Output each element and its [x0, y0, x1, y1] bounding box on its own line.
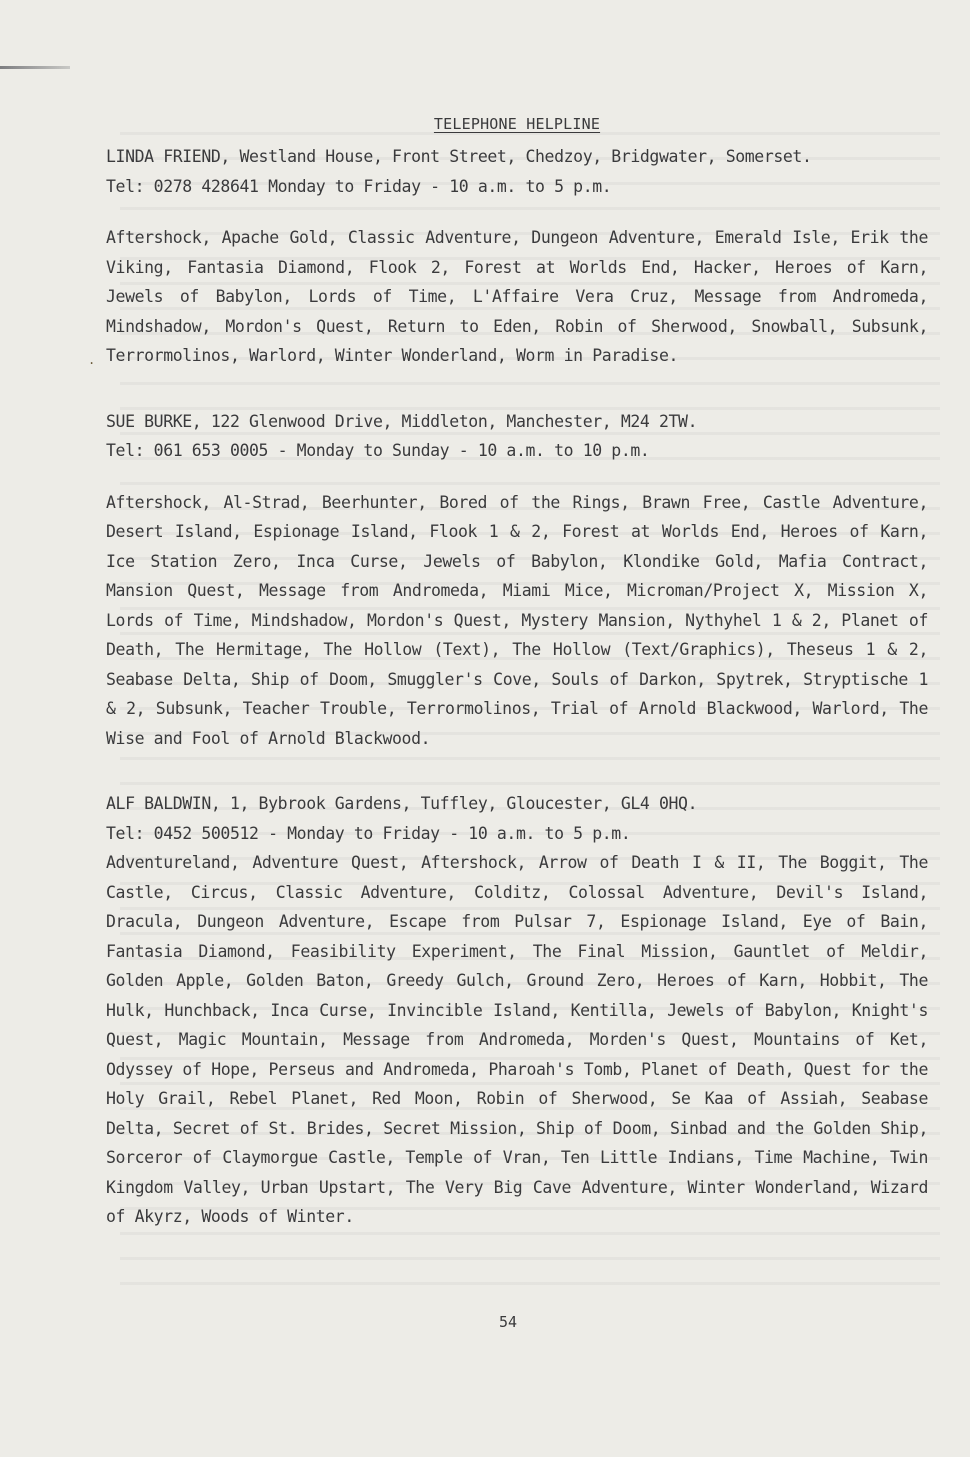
page-heading: TELEPHONE HELPLINE [433, 115, 601, 133]
helpline-entry-sue-burke [106, 407, 928, 754]
games-list: Adventureland, Adventure Quest, Aftershock, Arrow of Death I & II, The Boggit, The Castle, Circus, Classic Adventure, Colditz, Colossal Adventure, Devil's Island, Dracula, Dungeon Adventure, Escape from Pulsar 7, Espionage Island, Eye of Bain, Fantasia Diamond, Feasibility Experiment, The Final Mission, Gauntlet of Meldir, Golden Apple, Golden Baton, Greedy Gulch, Ground Zero, Heroes of Karn, Hobbit, The Hulk, Hunchback, Inca Curse, Invincible Island, Kentilla, Jewels of Babylon, Knight's Quest, Magic Mountain, Message from Andromeda, Morden's Quest, Mountains of Ket, Odyssey of Hope, Perseus and Andromeda, Pharoah's Tomb, Planet of Death, Quest for the Holy Grail, Rebel Planet, Red Moon, Robin of Sherwood, Se Kaa of Assiah, Seabase Delta, Secret of St. Brides, Secret Mission, Ship of Doom, Sinbad and the Golden Ship, Sorceror of Claymorgue Castle, Temple of Vran, Ten Little Indians, Time Machine, Twin Kingdom Valley, Urban Upstart, The Very Big Cave Adventure, Winter Wonderland, Wizard of Akyrz, Woods of Winter. [106, 853, 928, 1226]
contact-address: ALF BALDWIN, 1, Bybrook Gardens, Tuffley, Gloucester, GL4 0HQ. [106, 794, 698, 813]
margin-mark: . [88, 353, 96, 367]
contact-address: LINDA FRIEND, Westland House, Front Street, Chedzoy, Bridgwater, Somerset. [106, 147, 812, 166]
contact-telephone: Tel: 061 653 0005 - Monday to Sunday - 10 a.m. to 10 p.m. [106, 441, 650, 460]
page-number: 54 [498, 1313, 518, 1331]
games-list: Aftershock, Al-Strad, Beerhunter, Bored of the Rings, Brawn Free, Castle Adventure, Desert Island, Espionage Island, Flook 1 & 2, Forest at Worlds End, Heroes of Karn, Ice Station Zero, Inca Curse, Jewels of Babylon, Klondike Gold, Mafia Contract, Mansion Quest, Message from Andromeda, Miami Mice, Microman/Project X, Mission X, Lords of Time, Mindshadow, Mordon's Quest, Mystery Mansion, Nythyhel 1 & 2, Planet of Death, The Hermitage, The Hollow (Text), The Hollow (Text/Graphics), Theseus 1 & 2, Seabase Delta, Ship of Doom, Smuggler's Cove, Souls of Darkon, Spytrek, Stryptische 1 & 2, Subsunk, Teacher Trouble, Terrormolinos, Trial of Arnold Blackwood, Warlord, The Wise and Fool of Arnold Blackwood. [106, 492, 928, 748]
helpline-content [106, 112, 928, 1232]
helpline-entry-linda-friend [106, 142, 928, 371]
contact-telephone: Tel: 0452 500512 - Monday to Friday - 10 a.m. to 5 p.m. [106, 823, 631, 843]
contact-telephone: Tel: 0278 428641 Monday to Friday - 10 a.m. to 5 p.m. [106, 176, 612, 196]
games-list: Aftershock, Apache Gold, Classic Adventure, Dungeon Adventure, Emerald Isle, Erik the Viking, Fantasia Diamond, Flook 2, Forest at Worlds End, Hacker, Heroes of Karn, Jewels of Babylon, Lords of Time, L'Affaire Vera Cruz, Message from Andromeda, Mindshadow, Mordon's Quest, Return to Eden, Robin of Sherwood, Snowball, Subsunk, Terrormolinos, Warlord, Winter Wonderland, Worm in Paradise. [106, 228, 928, 365]
edge-mark [0, 66, 70, 69]
helpline-entry-alf-baldwin [106, 789, 928, 1232]
contact-address: SUE BURKE, 122 Glenwood Drive, Middleton, Manchester, M24 2TW. [106, 411, 698, 431]
